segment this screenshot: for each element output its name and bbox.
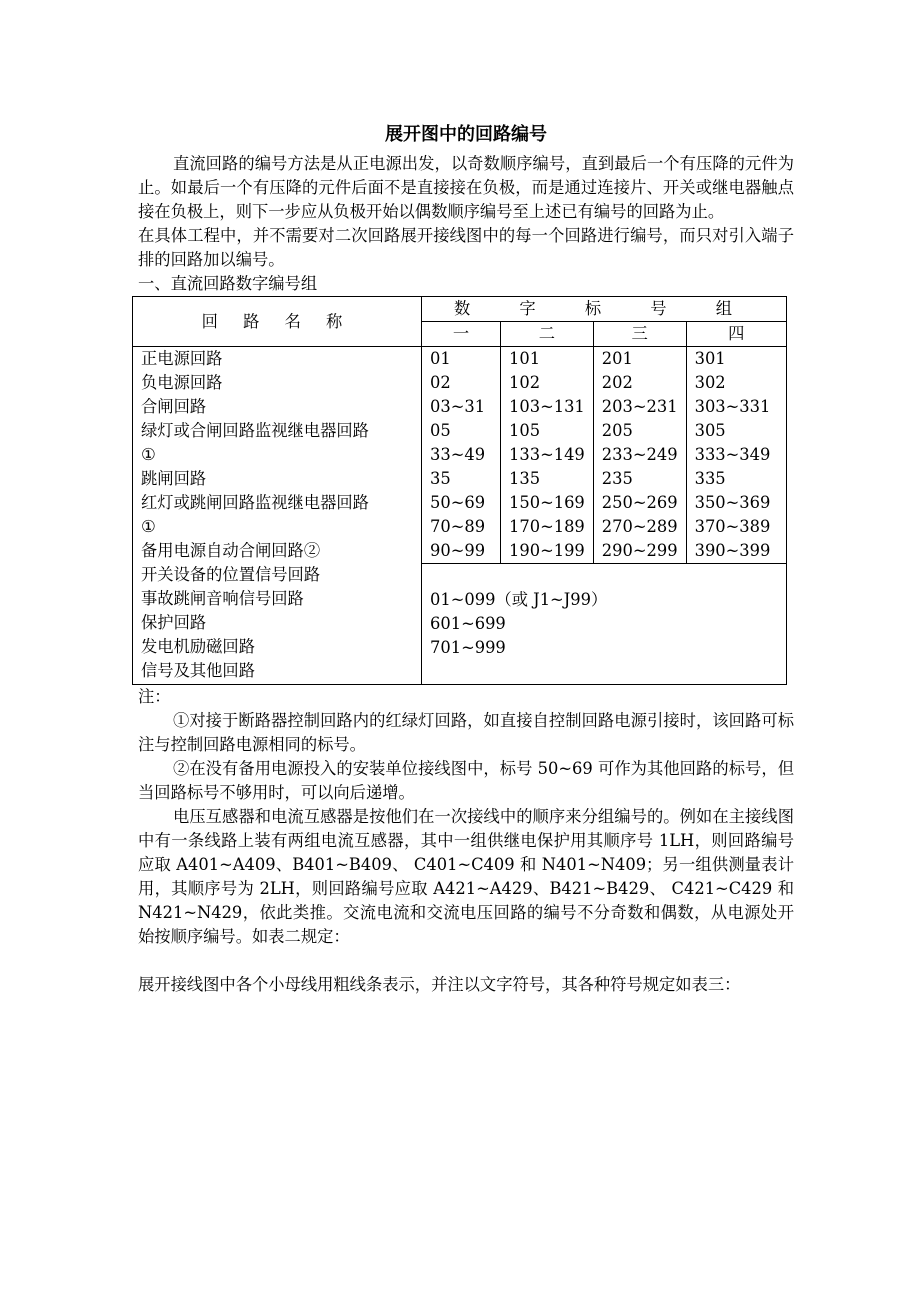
number-value: 370~389 [694, 517, 771, 536]
paragraph-dc-numbering: 直流回路的编号方法是从正电源出发，以奇数顺序编号，直到最后一个有压降的元件为止。如最后一个有压降的元件后面不是直接接在负极，而是通过连接片、开关或继电器触点接在负极上，则下一步应从负极开始以偶数顺序编号至上述已有编号的回路为止。 [138, 154, 794, 221]
number-value: 33~49 [430, 445, 486, 464]
circuit-name: 保护回路 [141, 613, 207, 632]
circuit-name: 红灯或跳闸回路监视继电器回路 [141, 493, 369, 512]
circuit-name: 事故跳闸音响信号回路 [141, 589, 304, 608]
document-title: 展开图中的回路编号 [385, 124, 547, 145]
number-value: 05 [430, 421, 451, 440]
table-header-row [133, 297, 787, 322]
circuit-name: 合闸回路 [141, 397, 207, 416]
number-value: 170~189 [509, 517, 585, 536]
circuit-name: 信号及其他回路 [141, 661, 255, 680]
dc-number-table [132, 296, 787, 685]
header-group-1: 一 [422, 322, 501, 347]
number-value: 190~199 [509, 541, 585, 560]
circuit-name: 绿灯或合闸回路监视继电器回路 [141, 421, 369, 440]
number-value: 102 [509, 373, 541, 392]
number-value: 235 [601, 469, 633, 488]
number-value: 203~231 [601, 397, 678, 416]
number-value: 350~369 [694, 493, 771, 512]
number-value: 105 [509, 421, 541, 440]
number-value: 01~099（或 J1~J99） [430, 590, 608, 609]
number-value: 335 [694, 469, 726, 488]
document-page [138, 118, 794, 997]
number-value: 35 [430, 469, 451, 488]
circuit-names-cell [133, 347, 422, 685]
number-value: 233~249 [601, 445, 678, 464]
paragraph-transformer-numbering: 电压互感器和电流互感器是按他们在一次接线中的顺序来分组编号的。例如在主接线图中有一条线路上装有两组电流互感器，其中一组供继电保护用其顺序号 1LH，则回路编号应取 A401~A409、B401~B409、 C401~C409 和 N401~N409；另一组供测量表计用，其顺序号为 2LH，则回路编号应取 A421~A429、B421~B429、 C421~C429 和 N421~N429，依此类推。交流电流和交流电压回路的编号不分奇数和偶数，从电源处开始按顺序编号。如表二规定： [138, 807, 794, 946]
number-value: 301 [694, 349, 726, 368]
group-1-values [422, 347, 501, 564]
number-value: 201 [601, 349, 633, 368]
note-1: ①对接于断路器控制回路内的红绿灯回路，如直接自控制回路电源引接时，该回路可标注与控制回路电源相同的标号。 [138, 711, 794, 754]
circuit-name: 负电源回路 [141, 373, 223, 392]
circuit-name: 跳闸回路 [141, 469, 207, 488]
circuit-name: ① [141, 517, 156, 536]
circuit-name: 发电机励磁回路 [141, 637, 255, 656]
number-value: 01 [430, 349, 451, 368]
number-value: 333~349 [694, 445, 771, 464]
group-4-values [686, 347, 786, 564]
section-heading-dc-groups: 一、直流回路数字编号组 [138, 274, 318, 293]
number-value: 02 [430, 373, 451, 392]
number-value: 70~89 [430, 517, 486, 536]
number-value: 290~299 [601, 541, 678, 560]
header-group-2: 二 [501, 322, 594, 347]
number-value: 302 [694, 373, 726, 392]
circuit-name: ① [141, 445, 156, 464]
group-2-values [501, 347, 594, 564]
header-number-group: 数 字 标 号 组 [422, 297, 787, 322]
number-value: 90~99 [430, 541, 486, 560]
group-3-values [593, 347, 686, 564]
table-row [133, 347, 787, 564]
circuit-name: 正电源回路 [141, 349, 223, 368]
number-value: 601~699 [430, 614, 506, 633]
number-value: 150~169 [509, 493, 585, 512]
note-label: 注： [138, 687, 171, 706]
number-value: 50~69 [430, 493, 486, 512]
number-value: 133~149 [509, 445, 585, 464]
circuit-name: 备用电源自动合闸回路② [141, 541, 321, 560]
note-2: ②在没有备用电源投入的安装单位接线图中，标号 50~69 可作为其他回路的标号，但当回路标号不够用时，可以向后递增。 [138, 759, 794, 802]
number-value: 270~289 [601, 517, 678, 536]
header-group-4: 四 [686, 322, 786, 347]
number-value: 250~269 [601, 493, 678, 512]
header-circuit-name: 回 路 名 称 [133, 297, 422, 347]
number-value: 135 [509, 469, 541, 488]
paragraph-terminal-numbering: 在具体工程中，并不需要对二次回路展开接线图中的每一个回路进行编号，而只对引入端子排的回路加以编号。 [138, 226, 794, 269]
number-value: 390~399 [694, 541, 771, 560]
signal-values-cell [422, 564, 787, 685]
header-group-3: 三 [593, 322, 686, 347]
number-value: 101 [509, 349, 541, 368]
number-value: 03~31 [430, 397, 486, 416]
number-value: 305 [694, 421, 726, 440]
number-value: 303~331 [694, 397, 771, 416]
number-value: 701~999 [430, 638, 506, 657]
paragraph-small-busbar: 展开接线图中各个小母线用粗线条表示，并注以文字符号，其各种符号规定如表三： [138, 975, 741, 994]
number-value: 205 [601, 421, 633, 440]
number-value: 202 [601, 373, 633, 392]
circuit-name: 开关设备的位置信号回路 [141, 565, 321, 584]
number-value: 103~131 [509, 397, 585, 416]
